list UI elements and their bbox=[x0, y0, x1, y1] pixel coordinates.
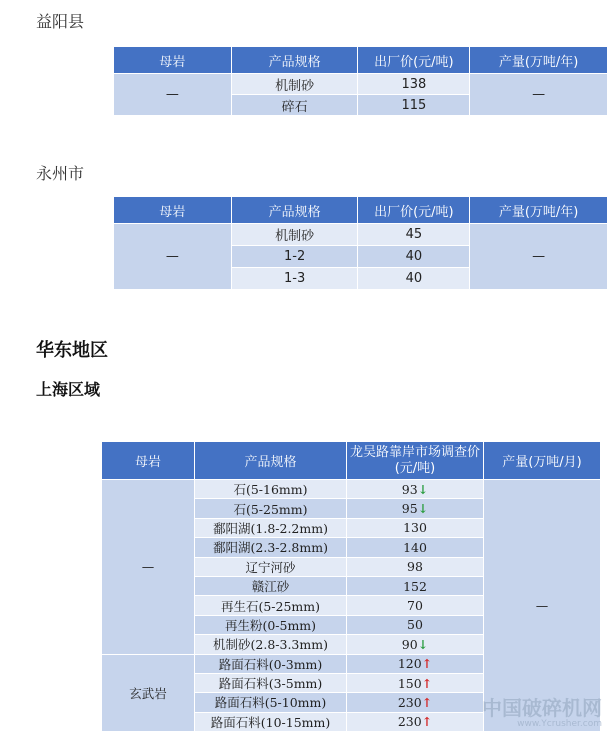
header-price: 出厂价(元/吨) bbox=[358, 197, 470, 224]
spec-cell: 鄱阳湖(1.8-2.2mm) bbox=[195, 518, 347, 537]
spec-cell: 机制砂 bbox=[231, 224, 358, 246]
price-cell bbox=[347, 499, 484, 518]
header-rock: 母岩 bbox=[114, 47, 232, 74]
city-title-yongzhou: 永州市 bbox=[36, 164, 85, 183]
spec-cell: 路面石料(3-5mm) bbox=[195, 673, 347, 692]
rock-cell: — bbox=[114, 74, 232, 116]
header-spec: 产品规格 bbox=[195, 442, 347, 480]
price-value: 95 bbox=[401, 501, 418, 517]
price-cell bbox=[347, 596, 484, 615]
spec-cell: 赣江砂 bbox=[195, 576, 347, 595]
price-cell bbox=[347, 693, 484, 712]
spec-cell: 1-2 bbox=[231, 246, 358, 268]
watermark-text: 中国破碎机网 bbox=[482, 696, 602, 720]
price-cell bbox=[347, 673, 484, 692]
price-value: 50 bbox=[407, 617, 423, 633]
output-cell: — bbox=[470, 74, 608, 116]
price-value: 230 bbox=[397, 694, 422, 710]
header-price: 出厂价(元/吨) bbox=[358, 47, 470, 74]
price-value: 120 bbox=[397, 656, 422, 672]
header-spec: 产品规格 bbox=[231, 47, 358, 74]
output-cell: — bbox=[484, 480, 601, 732]
area-heading: 上海区域 bbox=[36, 380, 101, 399]
arrow-up-icon: ↑ bbox=[421, 714, 433, 730]
spec-cell: 再生石(5-25mm) bbox=[195, 596, 347, 615]
header-rock: 母岩 bbox=[102, 442, 195, 480]
header-spec: 产品规格 bbox=[231, 197, 358, 224]
arrow-up-icon: ↑ bbox=[421, 675, 433, 691]
watermark-url: www.Ycrusher.com bbox=[517, 719, 602, 729]
price-table-shanghai bbox=[101, 441, 601, 732]
price-value: 93 bbox=[401, 481, 418, 497]
spec-cell: 1-3 bbox=[231, 268, 358, 290]
price-value: 230 bbox=[397, 714, 422, 730]
table-row bbox=[102, 480, 601, 499]
price-cell bbox=[347, 518, 484, 537]
header-output: 产量(万吨/月) bbox=[484, 442, 601, 480]
price-value: 130 bbox=[403, 520, 427, 536]
price-value: 90 bbox=[401, 636, 418, 652]
header-price: 龙吴路靠岸市场调查价(元/吨) bbox=[347, 442, 484, 480]
arrow-down-icon: ↓ bbox=[417, 481, 429, 497]
price-table-yongzhou bbox=[113, 196, 608, 290]
spec-cell: 辽宁河砂 bbox=[195, 557, 347, 576]
price-cell bbox=[347, 654, 484, 673]
arrow-down-icon: ↓ bbox=[417, 501, 429, 517]
spec-cell: 鄱阳湖(2.3-2.8mm) bbox=[195, 538, 347, 557]
price-table-yiyang bbox=[113, 46, 608, 116]
price-cell bbox=[347, 538, 484, 557]
price-cell: 40 bbox=[358, 246, 470, 268]
watermark bbox=[482, 698, 602, 729]
spec-cell: 机制砂 bbox=[231, 74, 358, 95]
price-cell: 45 bbox=[358, 224, 470, 246]
spec-cell: 路面石料(0-3mm) bbox=[195, 654, 347, 673]
price-cell: 40 bbox=[358, 268, 470, 290]
price-value: 98 bbox=[407, 559, 423, 575]
price-cell bbox=[347, 576, 484, 595]
header-output: 产量(万吨/年) bbox=[470, 47, 608, 74]
price-value: 150 bbox=[397, 675, 422, 691]
price-cell: 115 bbox=[358, 95, 470, 116]
output-cell: — bbox=[470, 224, 608, 290]
spec-cell: 路面石料(10-15mm) bbox=[195, 712, 347, 731]
spec-cell: 碎石 bbox=[231, 95, 358, 116]
arrow-down-icon: ↓ bbox=[417, 636, 429, 652]
spec-cell: 石(5-25mm) bbox=[195, 499, 347, 518]
arrow-up-icon: ↑ bbox=[421, 656, 433, 672]
spec-cell: 路面石料(5-10mm) bbox=[195, 693, 347, 712]
region-heading: 华东地区 bbox=[36, 340, 108, 361]
price-cell bbox=[347, 557, 484, 576]
price-cell bbox=[347, 480, 484, 499]
price-cell: 138 bbox=[358, 74, 470, 95]
city-title-yiyang: 益阳县 bbox=[36, 12, 85, 31]
header-output: 产量(万吨/年) bbox=[470, 197, 608, 224]
spec-cell: 再生粉(0-5mm) bbox=[195, 615, 347, 634]
price-value: 140 bbox=[403, 539, 427, 555]
price-cell bbox=[347, 635, 484, 654]
arrow-up-icon: ↑ bbox=[421, 694, 433, 710]
rock-cell: — bbox=[114, 224, 232, 290]
rock-cell: — bbox=[102, 480, 195, 655]
spec-cell: 机制砂(2.8-3.3mm) bbox=[195, 635, 347, 654]
price-cell bbox=[347, 615, 484, 634]
header-rock: 母岩 bbox=[114, 197, 232, 224]
price-value: 152 bbox=[403, 578, 427, 594]
price-cell bbox=[347, 712, 484, 731]
price-value: 70 bbox=[407, 598, 423, 614]
spec-cell: 石(5-16mm) bbox=[195, 480, 347, 499]
rock-cell: 玄武岩 bbox=[102, 654, 195, 732]
